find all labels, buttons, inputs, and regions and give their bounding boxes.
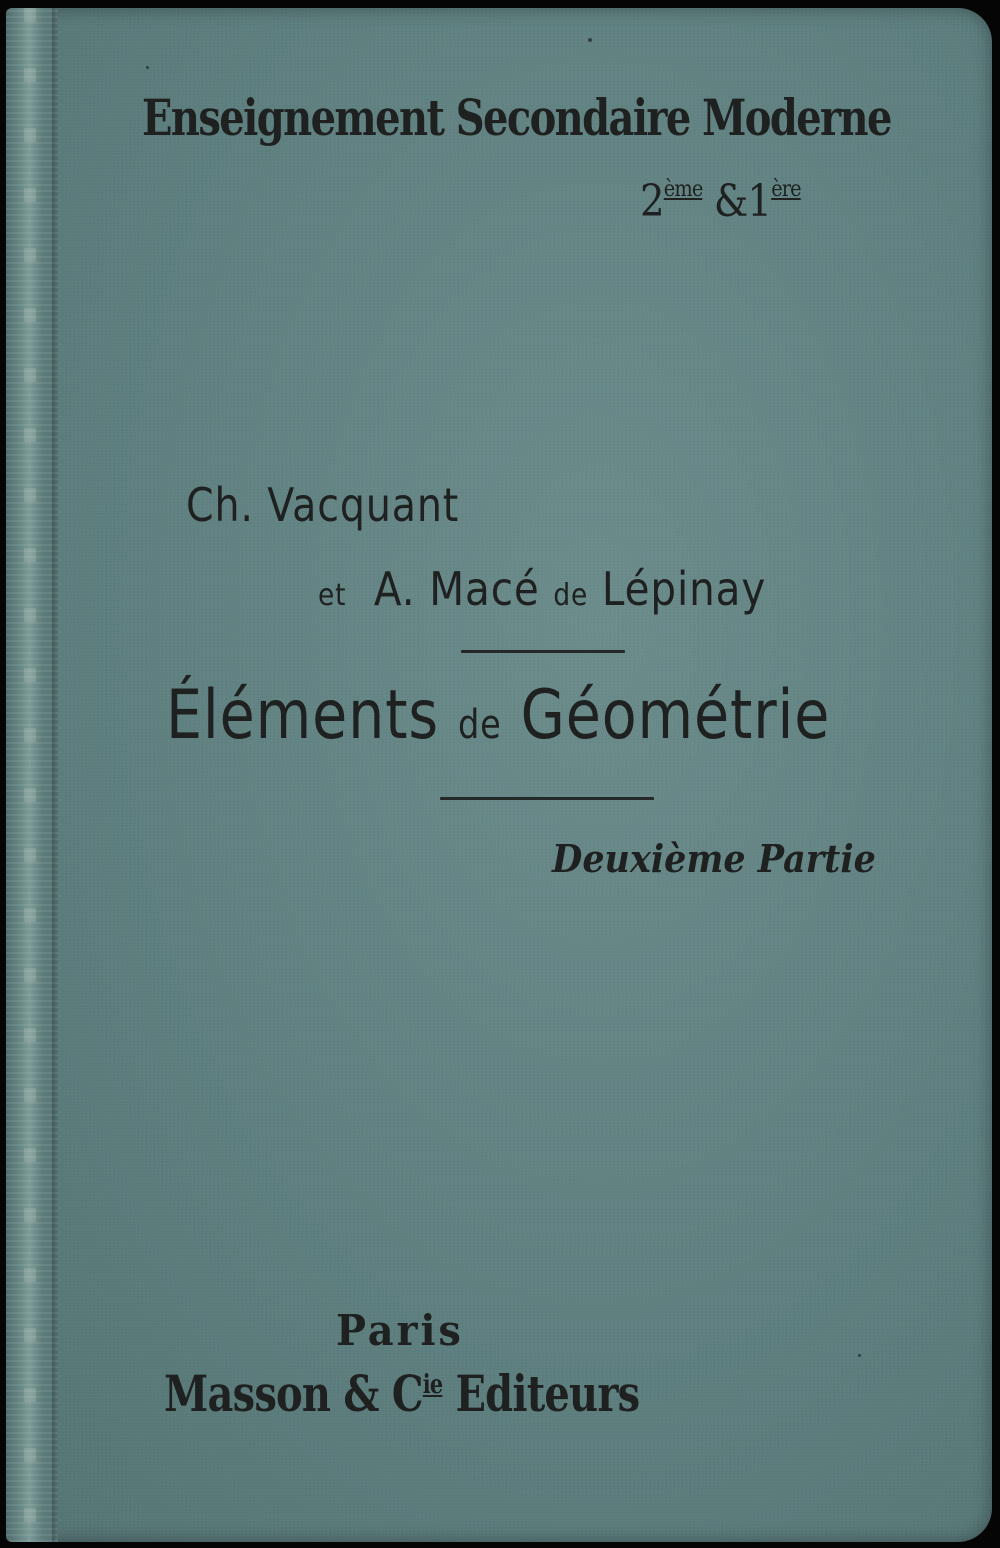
spine-wear [24, 8, 36, 1542]
spine-hinge [52, 8, 58, 1542]
grade-second-number: 1 [747, 176, 772, 227]
publisher-name-end: Editeurs [455, 1364, 640, 1423]
grade-ampersand: & [713, 176, 748, 227]
author-conjunction: et [318, 578, 347, 613]
publisher-city: Paris [336, 1306, 464, 1355]
lower-divider [440, 797, 654, 800]
title-word-de: de [457, 702, 502, 748]
publisher-name-start: Masson & C [164, 1364, 423, 1423]
cloth-speck [146, 66, 149, 69]
book-cover [6, 8, 992, 1542]
grade-levels [640, 176, 801, 227]
volume-part: Deuxième Partie [552, 836, 876, 881]
grade-first-number: 2 [640, 176, 664, 227]
author-surname: Lépinay [601, 562, 767, 616]
grade-first-suffix: ème [663, 177, 703, 202]
cloth-speck [588, 38, 592, 42]
publisher-name [164, 1364, 639, 1423]
title-word-geometrie: Géométrie [520, 676, 831, 755]
upper-divider [461, 650, 625, 653]
series-title: Enseignement Secondaire Moderne [142, 88, 891, 147]
author-particle: de [553, 578, 589, 613]
author-vacquant: Ch. Vacquant [186, 478, 460, 532]
book-title [166, 676, 830, 755]
author-name: A. Macé [373, 562, 540, 616]
author-mace-de-lepinay [318, 562, 766, 616]
grade-second-suffix: ère [771, 177, 801, 202]
publisher-abbrev-suffix: ie [422, 1370, 443, 1400]
cloth-speck [858, 1354, 861, 1357]
title-word-elements: Éléments [166, 676, 439, 755]
